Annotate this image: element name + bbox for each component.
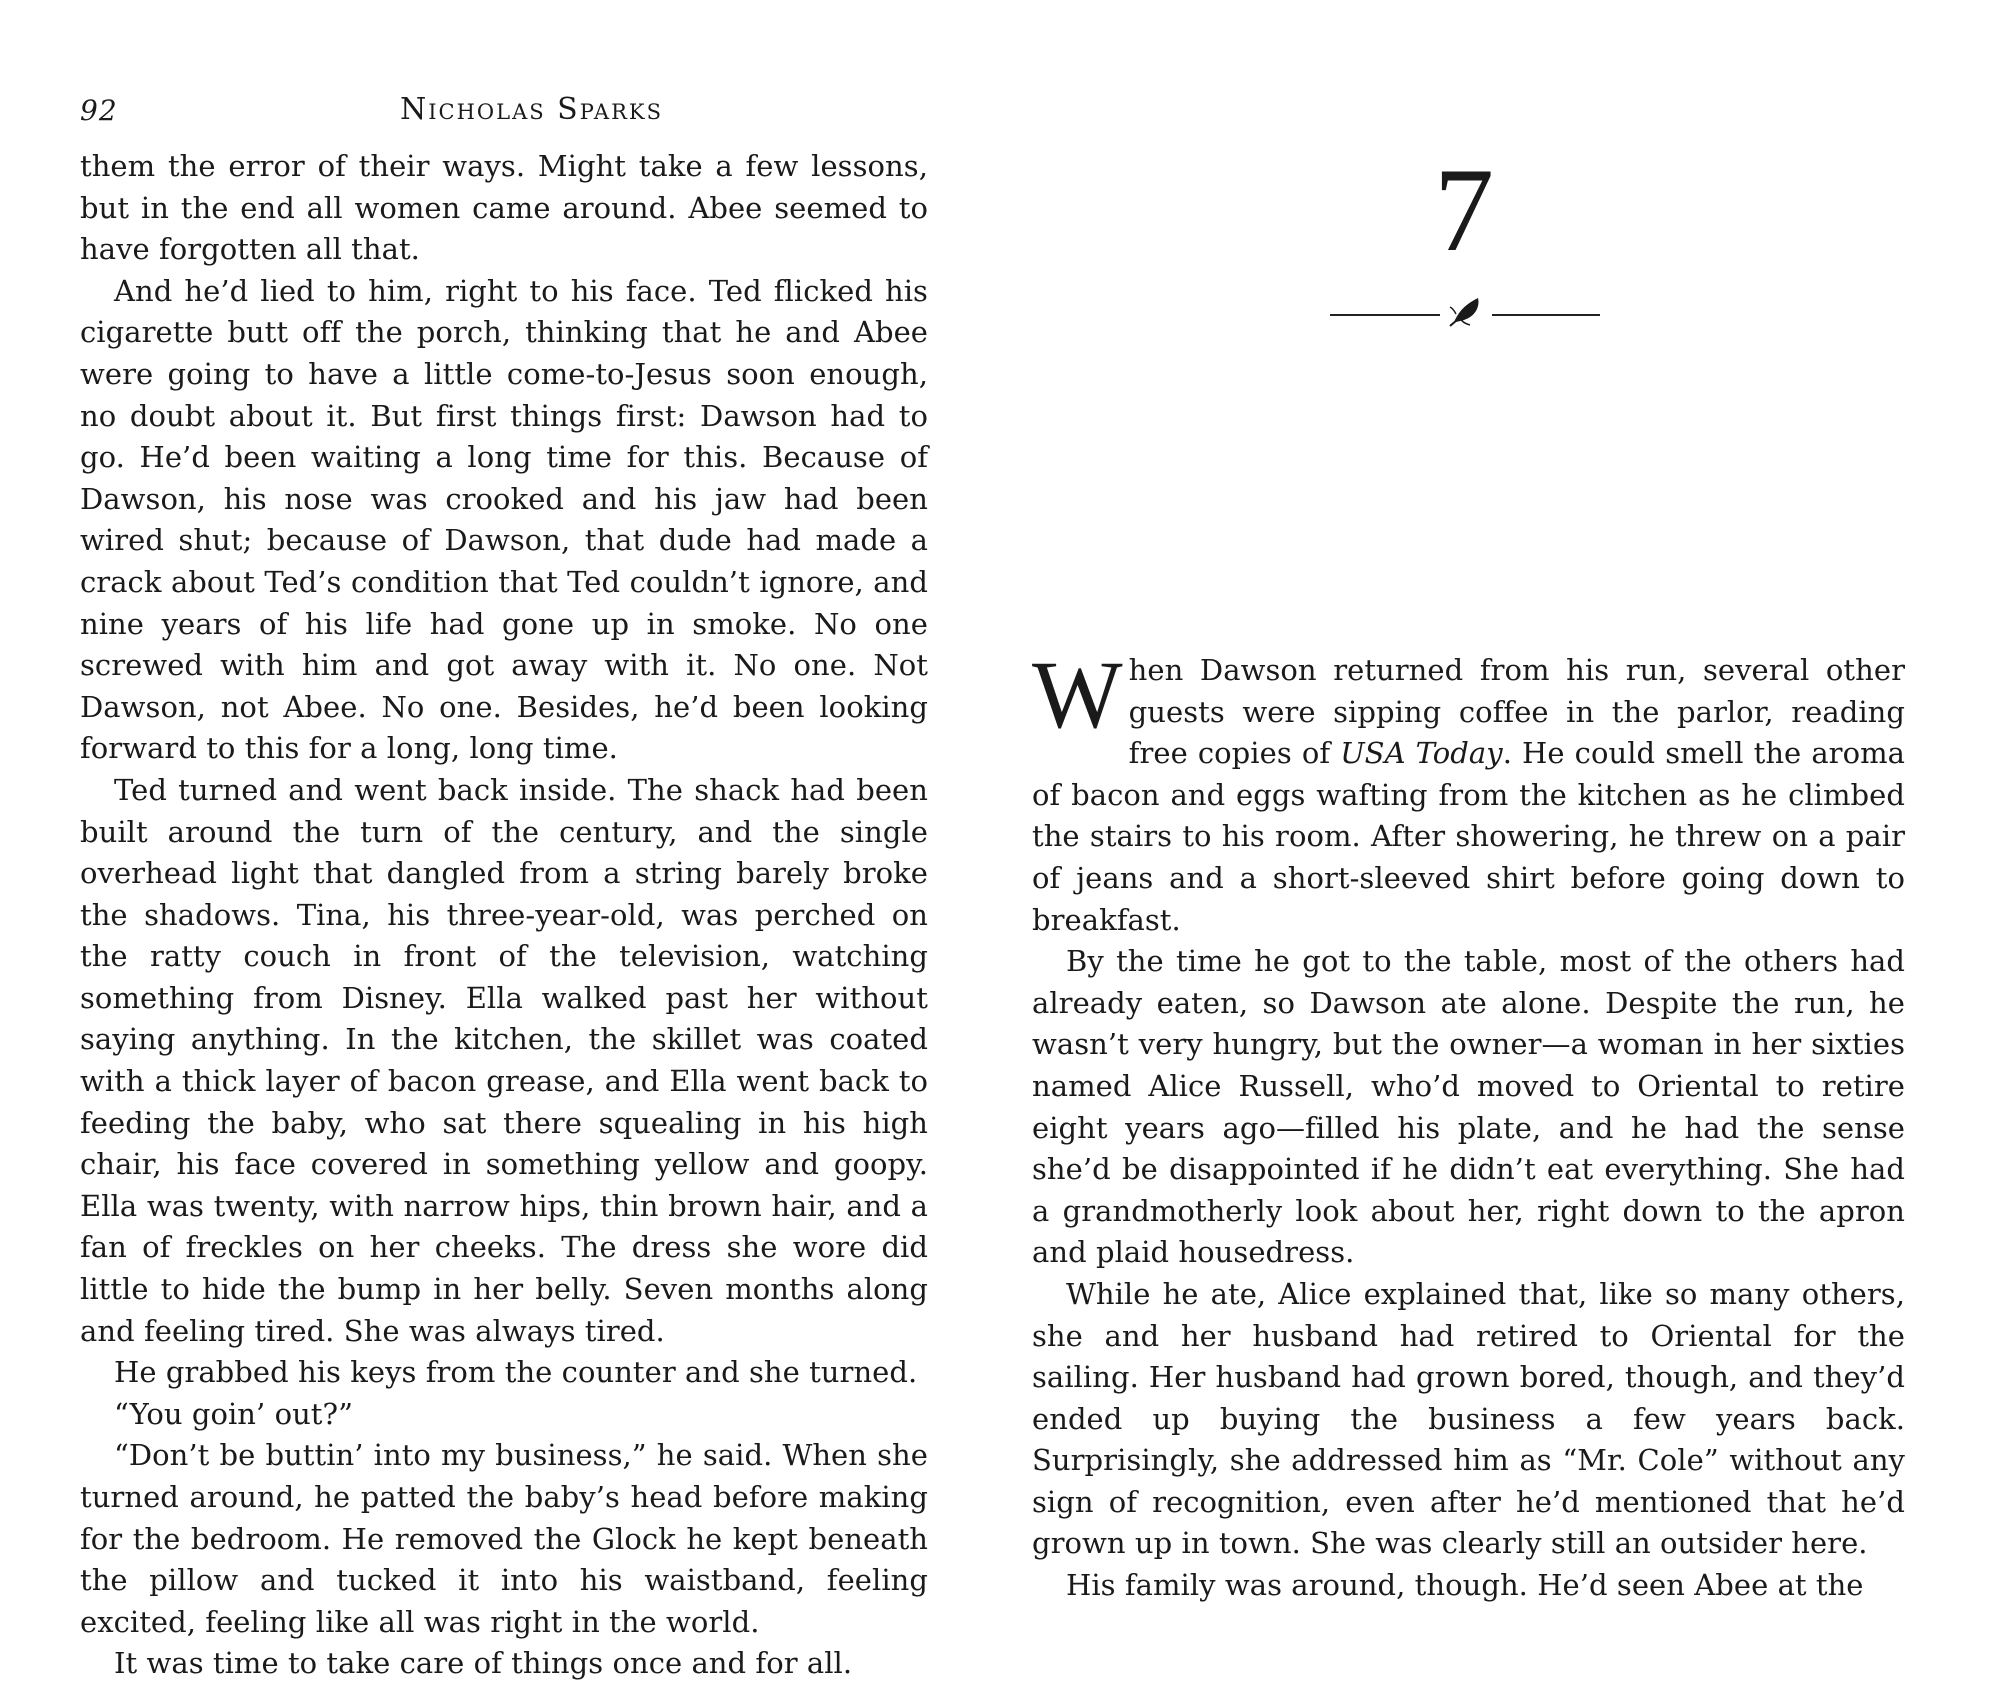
paragraph: Ted turned and went back inside. The shack had been built around the turn of the century, and the single overhead light that dangled from a string barely broke the shadows. Tina, his three-year-old, was perched on the ratty couch in front of the television, watching something from Disney. Ella walked past her without saying anything. In the kitchen, the skillet was coated with a thick layer of bacon grease, and Ella went back to feeding the baby, who sat there squealing in his high chair, his face covered in something yellow and goopy. Ella was twenty, with narrow hips, thin brown hair, and a fan of freckles on her cheeks. The dress she wore did little to hide the bump in her belly. Seven months along and feeling tired. She was always tired. <box>80 772 928 1348</box>
paragraph-text: hen Dawson returned from his run, several other guests were sipping coffee in the parlor, reading free copies of <box>1128 653 1905 771</box>
left-page-body <box>80 146 928 1685</box>
chapter-opening-paragraph <box>1032 641 1905 941</box>
right-page <box>1000 0 2000 1616</box>
paragraph: “You goin’ out?” <box>114 1396 353 1431</box>
paragraph: His family was around, though. He’d seen Abee at the <box>1066 1568 1864 1603</box>
paragraph: It was time to take care of things once and for all. <box>114 1646 853 1681</box>
publication-title: USA Today <box>1340 736 1503 771</box>
paragraph: And he’d lied to him, right to his face. Ted flicked his cigarette butt off the porch, thinking that he and Abee were going to have a little come-to-Jesus soon enough, no doubt about it. But first things first: Dawson had to go. He’d been waiting a long time for this. Because of Dawson, his nose was crooked and his jaw had been wired shut; because of Dawson, that dude had made a crack about Ted’s condition that Ted couldn’t ignore, and nine years of his life had gone up in smoke. No one screwed with him and got away with it. No one. Not Dawson, not Abee. No one. Besides, he’d been looking forward to this for a long, long time. <box>80 273 928 766</box>
paragraph: While he ate, Alice explained that, like so many others, she and her husband had retired to Oriental for the sailing. Her husband had grown bored, though, and they’d ended up buying the business a few years back. Surprisingly, she addressed him as “Mr. Cole” without any sign of recognition, even after he’d mentioned that he’d grown up in town. She was clearly still an outsider here. <box>1032 1276 1905 1561</box>
leaf-icon <box>1448 292 1486 328</box>
paragraph-text: . He could smell the aroma of bacon and eggs wafting from the kitchen as he climbed the stairs to his room. After showering, he threw on a pair of jeans and a short-sleeved shirt before going down to breakfast. <box>1032 736 1905 937</box>
running-title: Nicholas Sparks <box>400 92 663 127</box>
chapter-number: 7 <box>1434 143 1496 276</box>
left-page <box>0 0 1000 1681</box>
paragraph: them the error of their ways. Might take a few lessons, but in the end all women came around. Abee seemed to have forgotten all that. <box>80 149 928 267</box>
chapter-ornament <box>1330 292 1600 328</box>
running-header <box>80 88 928 138</box>
paragraph: By the time he got to the table, most of the others had already eaten, so Dawson ate alone. Despite the run, he wasn’t very hungry, but the owner—a woman in her sixties named Alice Russell, who’d moved to Oriental to retire eight years ago—filled his plate, and he had the sense she’d be disappointed if he didn’t eat everything. She had a grandmotherly look about her, right down to the apron and plaid housedress. <box>1032 944 1905 1270</box>
drop-cap: W <box>1032 641 1123 748</box>
ornament-rule-left <box>1330 314 1440 316</box>
page-number: 92 <box>80 94 118 127</box>
paragraph: He grabbed his keys from the counter and she turned. <box>114 1355 918 1390</box>
right-page-body <box>1032 641 1905 1607</box>
ornament-rule-right <box>1492 314 1600 316</box>
paragraph: “Don’t be buttin’ into my business,” he said. When she turned around, he patted the baby’s head before making for the bedroom. He removed the Glock he kept beneath the pillow and tucked it into his waistband, feeling excited, feeling like all was right in the world. <box>80 1438 928 1639</box>
